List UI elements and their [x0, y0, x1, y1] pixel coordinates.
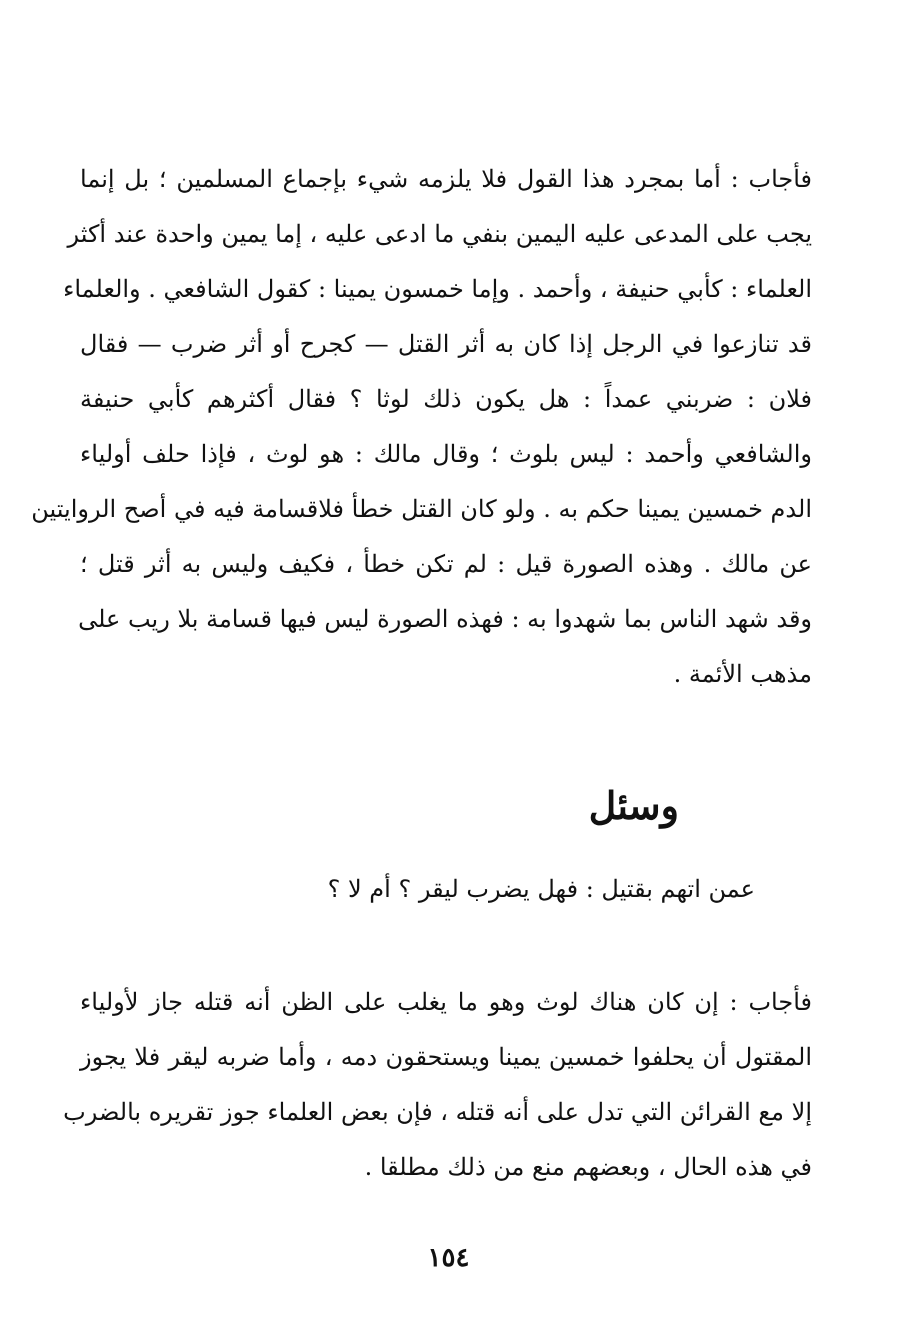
- paragraph-line: فأجاب : إن كان هناك لوث وهو ما يغلب على الظن أنه قتله جاز لأولياء: [80, 988, 812, 1016]
- paragraph-line: فأجاب : أما بمجرد هذا القول فلا يلزمه شيء بإجماع المسلمين ؛ بل إنما: [80, 165, 812, 193]
- question-text: عمن اتهم بقتيل : فهل يضرب ليقر ؟ أم لا ؟: [327, 875, 755, 903]
- paragraph-line: العلماء : كأبي حنيفة ، وأحمد . وإما خمسون يمينا : كقول الشافعي . والعلماء: [63, 275, 812, 303]
- paragraph-line: عن مالك . وهذه الصورة قيل : لم تكن خطأ ، فكيف وليس به أثر قتل ؛: [80, 550, 812, 578]
- paragraph-line: مذهب الأئمة .: [673, 660, 812, 688]
- paragraph-line: يجب على المدعى عليه اليمين بنفي ما ادعى عليه ، إما يمين واحدة عند أكثر: [67, 220, 812, 248]
- paragraph-line: إلا مع القرائن التي تدل على أنه قتله ، فإن بعض العلماء جوز تقريره بالضرب: [63, 1098, 812, 1126]
- paragraph-line: في هذه الحال ، وبعضهم منع من ذلك مطلقا .: [364, 1153, 812, 1181]
- paragraph-line: قد تنازعوا في الرجل إذا كان به أثر القتل — كجرح أو أثر ضرب — فقال: [80, 330, 812, 358]
- paragraph-line: المقتول أن يحلفوا خمسين يمينا ويستحقون دمه ، وأما ضربه ليقر فلا يجوز: [80, 1043, 812, 1071]
- paragraph-line: الدم خمسين يمينا حكم به . ولو كان القتل خطأ فلاقسامة فيه في أصح الروايتين: [31, 495, 812, 523]
- fatwa-answer-paragraph: [31, 152, 812, 702]
- paragraph-line: والشافعي وأحمد : ليس بلوث ؛ وقال مالك : هو لوث ، فإذا حلف أولياء: [80, 440, 812, 468]
- page-number: ١٥٤: [427, 1243, 470, 1273]
- paragraph-line: فلان : ضربني عمداً : هل يكون ذلك لوثا ؟ فقال أكثرهم كأبي حنيفة: [80, 385, 812, 413]
- section-heading: وسئل: [588, 783, 679, 828]
- paragraph-line: وقد شهد الناس بما شهدوا به : فهذه الصورة ليس فيها قسامة بلا ريب على: [78, 605, 812, 633]
- second-answer-paragraph: [63, 975, 812, 1195]
